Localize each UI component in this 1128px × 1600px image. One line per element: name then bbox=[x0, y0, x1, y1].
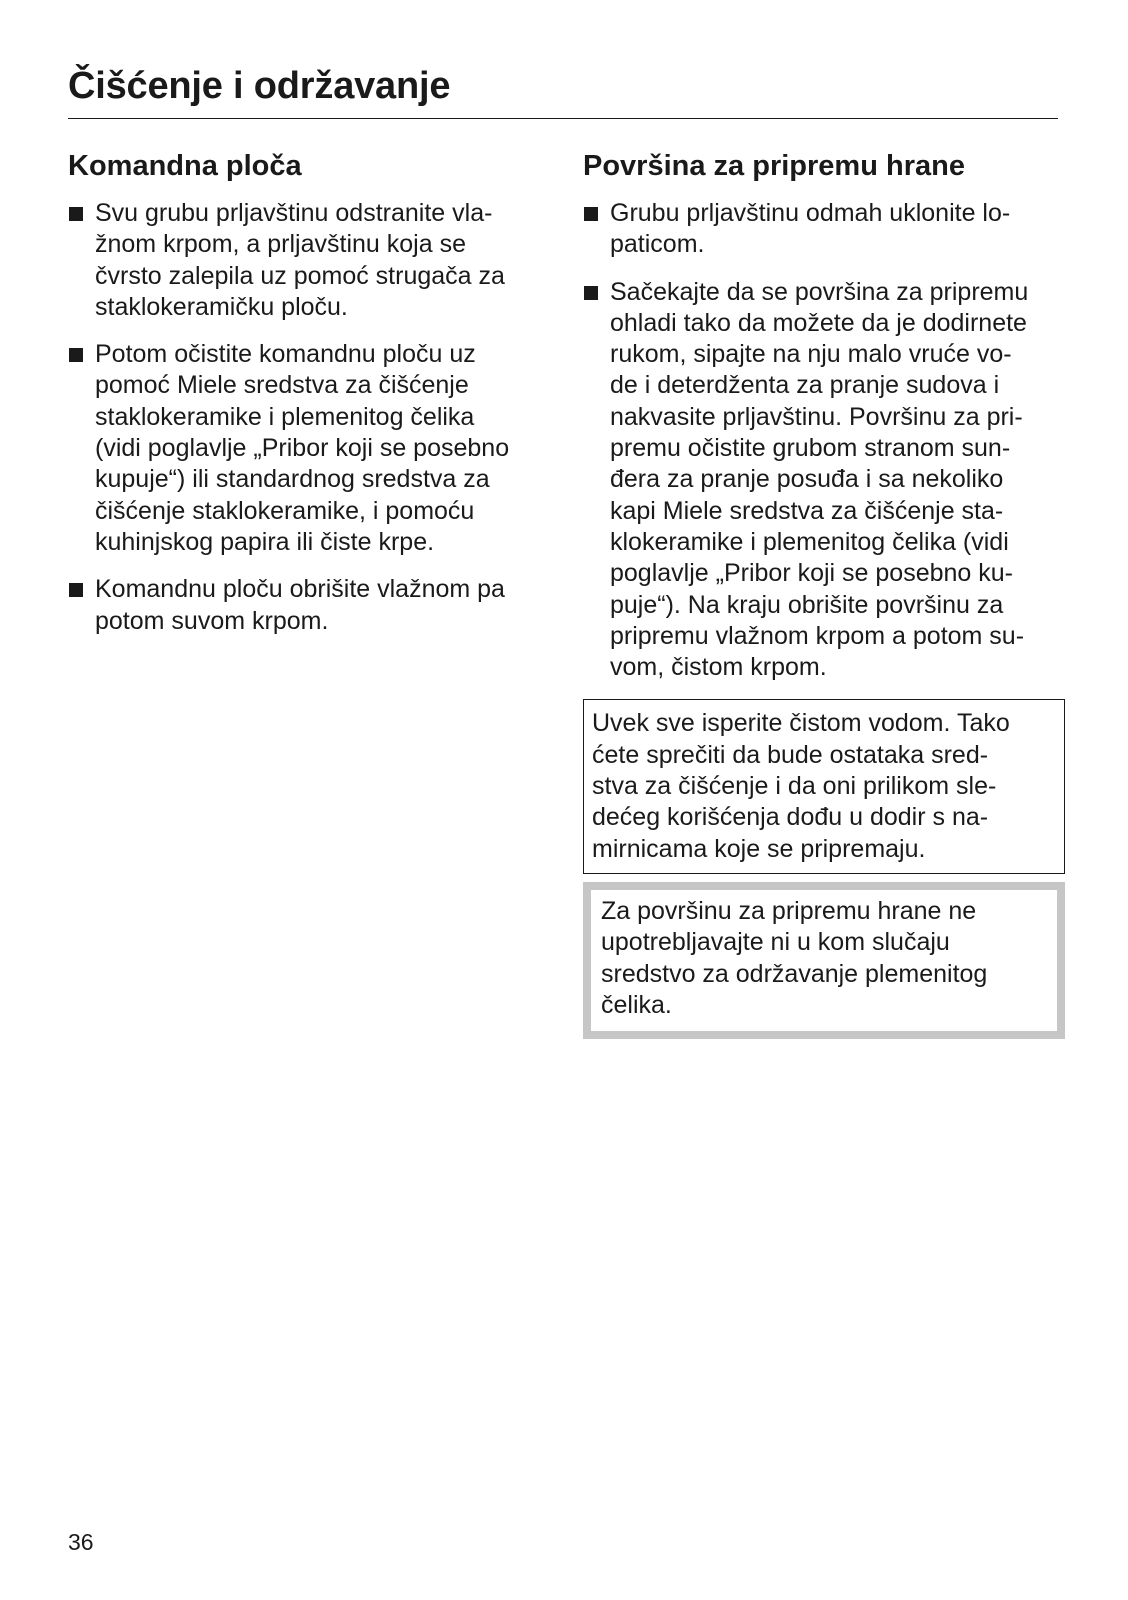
square-bullet-icon bbox=[584, 286, 598, 300]
text-line: Za površinu za pripremu hrane ne bbox=[601, 896, 977, 925]
text-line: Potom očistite komandnu ploču uz bbox=[95, 340, 476, 369]
text-line: đera za pranje posuđa i sa nekoliko bbox=[610, 465, 1004, 494]
square-bullet-icon bbox=[69, 207, 83, 221]
text-line: (vidi poglavlje „Pribor koji se posebno bbox=[95, 434, 510, 463]
text-line: upotrebljavajte ni u kom slučaju bbox=[601, 928, 950, 957]
text-line: čvrsto zalepila uz pomoć strugača za bbox=[95, 261, 505, 290]
square-bullet-icon bbox=[69, 348, 83, 362]
text-line: kupuje“) ili standardnog sredstva za bbox=[95, 465, 490, 494]
text-line: paticom. bbox=[610, 230, 705, 259]
list-item bbox=[583, 198, 1065, 261]
text-line: staklokeramičku ploču. bbox=[95, 292, 348, 321]
list-item bbox=[583, 277, 1065, 684]
square-bullet-icon bbox=[584, 207, 598, 221]
text-line: premu očistite grubom stranom sun- bbox=[610, 434, 1011, 463]
text-line: puje“). Na kraju obrišite površinu za bbox=[610, 590, 1004, 619]
square-bullet-icon bbox=[69, 583, 83, 597]
text-line: poglavlje „Pribor koji se posebno ku- bbox=[610, 559, 1013, 588]
section-heading-food-prep-surface: Površina za pripremu hrane bbox=[583, 150, 965, 182]
text-line: dećeg korišćenja dođu u dodir s na- bbox=[592, 803, 989, 832]
text-line: Uvek sve isperite čistom vodom. Tako bbox=[592, 709, 1010, 738]
note-box bbox=[583, 699, 1065, 873]
text-line: sredstvo za održavanje plemenitog bbox=[601, 959, 988, 988]
text-line: vom, čistom krpom. bbox=[610, 653, 827, 682]
text-line: staklokeramike i plemenitog čelika bbox=[95, 402, 475, 431]
text-line: stva za čišćenje i da oni prilikom sle- bbox=[592, 772, 997, 801]
section-control-panel bbox=[68, 146, 558, 653]
title-divider bbox=[68, 118, 1058, 119]
text-line: Svu grubu prljavštinu odstranite vla- bbox=[95, 199, 493, 227]
text-line: nakvasite prljavštinu. Površinu za pri- bbox=[610, 402, 1023, 431]
list-item bbox=[68, 198, 558, 323]
text-line: čelika. bbox=[601, 990, 672, 1019]
text-line: pripremu vlažnom krpom a potom su- bbox=[610, 621, 1025, 650]
warning-box bbox=[583, 882, 1065, 1039]
text-line: čišćenje staklokeramike, i pomoću bbox=[95, 496, 475, 525]
page-title: Čišćenje i održavanje bbox=[68, 65, 451, 107]
text-line: potom suvom krpom. bbox=[95, 606, 329, 635]
section-heading-control-panel: Komandna ploča bbox=[68, 150, 302, 182]
list-item bbox=[68, 574, 558, 637]
text-line: Komandnu ploču obrišite vlažnom pa bbox=[95, 575, 505, 604]
text-line: pomoć Miele sredstva za čišćenje bbox=[95, 371, 469, 400]
text-line: kapi Miele sredstva za čišćenje sta- bbox=[610, 496, 1004, 525]
bullet-list-control-panel bbox=[68, 198, 558, 637]
text-line: mirnicama koje se pripremaju. bbox=[592, 834, 926, 863]
list-item bbox=[68, 339, 558, 558]
section-food-prep-surface bbox=[583, 146, 1065, 1039]
bullet-list-food-prep-surface bbox=[583, 198, 1065, 683]
page-number: 36 bbox=[68, 1529, 94, 1555]
text-line: rukom, sipajte na nju malo vruće vo- bbox=[610, 340, 1012, 369]
text-line: ohladi tako da možete da je dodirnete bbox=[610, 308, 1027, 337]
text-line: žnom krpom, a prljavštinu koja se bbox=[95, 230, 466, 259]
text-line: Grubu prljavštinu odmah uklonite lo- bbox=[610, 199, 1011, 227]
text-line: klokeramike i plemenitog čelika (vidi bbox=[610, 527, 1009, 556]
text-line: ćete sprečiti da bude ostataka sred- bbox=[592, 740, 989, 769]
text-line: Sačekajte da se površina za pripremu bbox=[610, 277, 1029, 306]
text-line: kuhinjskog papira ili čiste krpe. bbox=[95, 527, 435, 556]
text-line: de i deterdženta za pranje sudova i bbox=[610, 371, 1000, 400]
